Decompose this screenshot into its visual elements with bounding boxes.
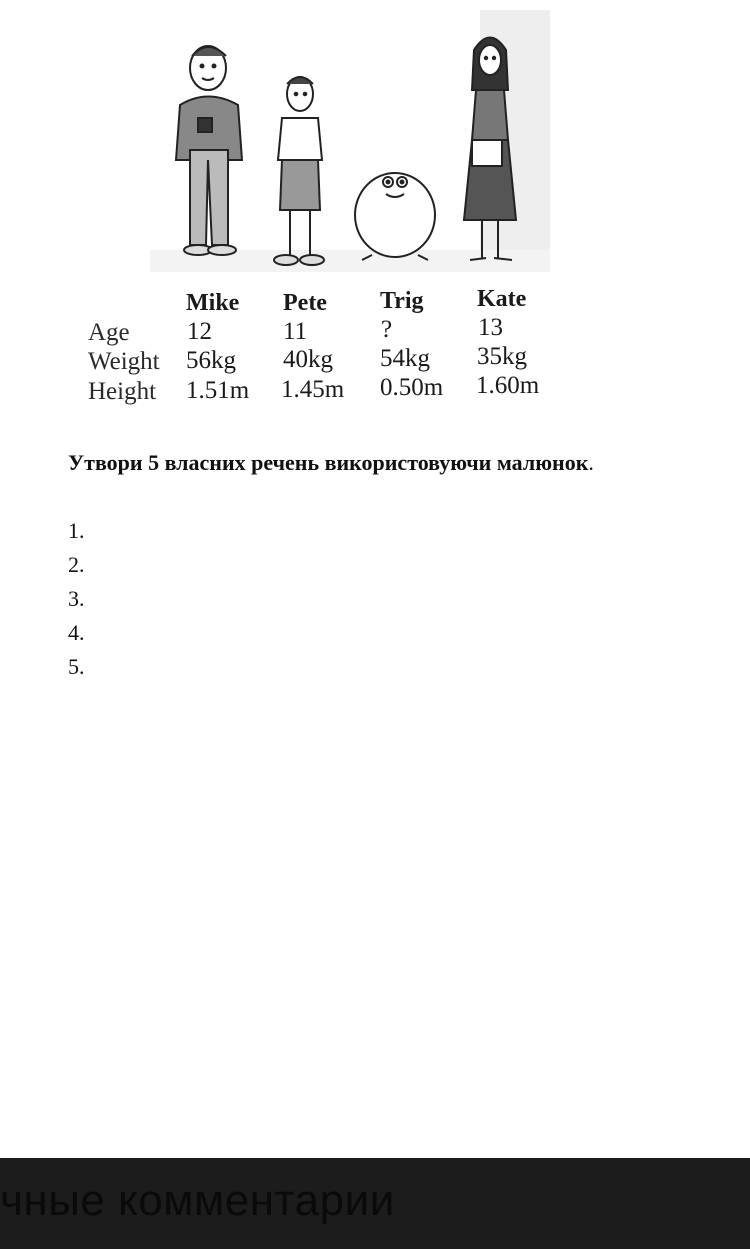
table-cell: 0.50m xyxy=(380,374,444,401)
column-header-kate: Kate xyxy=(477,286,527,312)
row-label-weight: Weight xyxy=(88,348,160,375)
instruction-period: . xyxy=(588,450,594,475)
column-header-trig: Trig xyxy=(380,288,424,314)
table-cell: 1.45m xyxy=(281,376,345,403)
table-cell: 12 xyxy=(187,318,212,345)
table-cell: 1.60m xyxy=(476,372,540,399)
row-label-height: Height xyxy=(88,378,157,405)
task-instruction xyxy=(68,450,594,476)
table-cell: ? xyxy=(381,316,393,343)
table-cell: 13 xyxy=(478,314,503,341)
column-header-mike: Mike xyxy=(186,290,240,316)
column-header-pete: Pete xyxy=(283,290,327,316)
instruction-text: Утвори 5 власних речень використовуючи малюнок xyxy=(68,450,589,475)
table-cell: 56kg xyxy=(186,347,236,374)
table-cell: 1.51m xyxy=(186,377,250,404)
list-item: 5. xyxy=(68,654,85,679)
list-item: 1. xyxy=(68,518,85,543)
list-item: 3. xyxy=(68,586,85,611)
comments-bar[interactable] xyxy=(0,1158,750,1249)
table-cell: 35kg xyxy=(477,343,527,370)
characters-illustration xyxy=(150,10,550,272)
list-item: 2. xyxy=(68,552,85,577)
table-cell: 40kg xyxy=(283,346,333,373)
comments-bar-label: чные комментарии xyxy=(0,1176,395,1225)
table-cell: 11 xyxy=(283,318,308,345)
list-item: 4. xyxy=(68,620,85,645)
table-cell: 54kg xyxy=(380,345,430,372)
row-label-age: Age xyxy=(88,319,130,346)
